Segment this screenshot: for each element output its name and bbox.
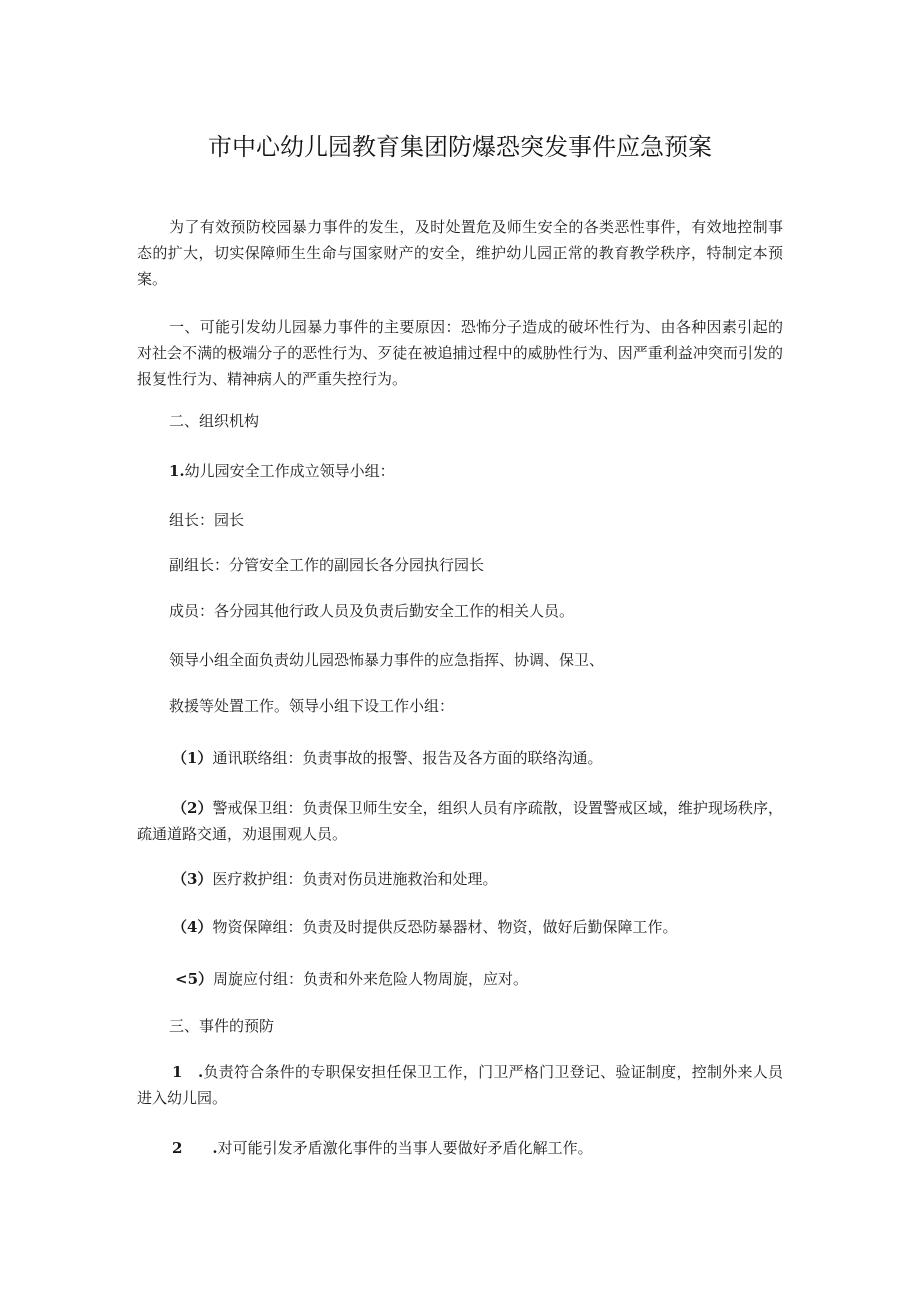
group-4-number: （4）: [172, 918, 213, 936]
duty-line-1: 领导小组全面负责幼儿园恐怖暴力事件的应急指挥、协调、保卫、: [169, 651, 605, 669]
group-1-number: （1）: [172, 749, 213, 767]
leader-line: 组长：园长: [169, 511, 245, 529]
group-4-paragraph: [137, 914, 783, 940]
prevention-1-paragraph: [137, 1059, 783, 1111]
prevention-2-paragraph: [137, 1135, 783, 1161]
group-2-paragraph: [137, 795, 783, 847]
prevention-2-text: 对可能引发矛盾激化事件的当事人要做好矛盾化解工作。: [217, 1139, 593, 1157]
intro-paragraph: 为了有效预防校园暴力事件的发生，及时处置危及师生安全的各类恶性事件，有效地控制事态的扩大，切实保障师生生命与国家财产的安全，维护幼儿园正常的教育教学秩序，特制定本预案。: [137, 218, 783, 288]
prevention-1-text: 负责符合条件的专职保安担任保卫工作，门卫严格门卫登记、验证制度，控制外来人员进入幼儿园。: [137, 1063, 783, 1107]
group-2-number: （2）: [172, 799, 213, 817]
group-1-text: 通讯联络组：负责事故的报警、报告及各方面的联络沟通。: [212, 749, 603, 767]
group-3-paragraph: [137, 866, 783, 892]
prevention-1-number: 1 .: [172, 1063, 204, 1081]
duty-line-2: 救援等处置工作。领导小组下设工作小组：: [169, 697, 455, 715]
group-4-text: 物资保障组：负责及时提供反恐防暴器材、物资，做好后勤保障工作。: [212, 918, 678, 936]
deputy-line: 副组长：分管安全工作的副园长各分园执行园长: [169, 556, 485, 574]
item-1-number: 1.: [169, 462, 185, 480]
item-1-paragraph: [137, 458, 783, 484]
group-5-number: <5）: [175, 970, 214, 988]
section-3-heading: 三、事件的预防: [169, 1017, 275, 1035]
section-1-paragraph: 一、可能引发幼儿园暴力事件的主要原因：恐怖分子造成的破坏性行为、由各种因素引起的对社会不满的极端分子的恶性行为、歹徒在被追捕过程中的威胁性行为、因严重利益冲突而引发的报复性行为、精神病人的严重失控行为。: [137, 318, 783, 388]
members-line: 成员：各分园其他行政人员及负责后勤安全工作的相关人员。: [169, 602, 575, 620]
group-3-text: 医疗救护组：负责对伤员进施救治和处理。: [212, 870, 498, 888]
item-1-text: 幼儿园安全工作成立领导小组：: [184, 462, 395, 480]
group-2-text: 警戒保卫组：负责保卫师生安全，组织人员有序疏散，设置警戒区域，维护现场秩序，疏通道路交通，劝退围观人员。: [137, 799, 783, 843]
section-2-heading: 二、组织机构: [169, 412, 260, 430]
prevention-2-number: 2 .: [172, 1139, 218, 1157]
group-1-paragraph: [137, 745, 783, 771]
group-3-number: （3）: [172, 870, 213, 888]
group-5-paragraph: [137, 966, 783, 992]
document-title: 市中心幼儿园教育集团防爆恐突发事件应急预案: [208, 133, 712, 161]
group-5-text: 周旋应付组：负责和外来危险人物周旋，应对。: [213, 970, 529, 988]
